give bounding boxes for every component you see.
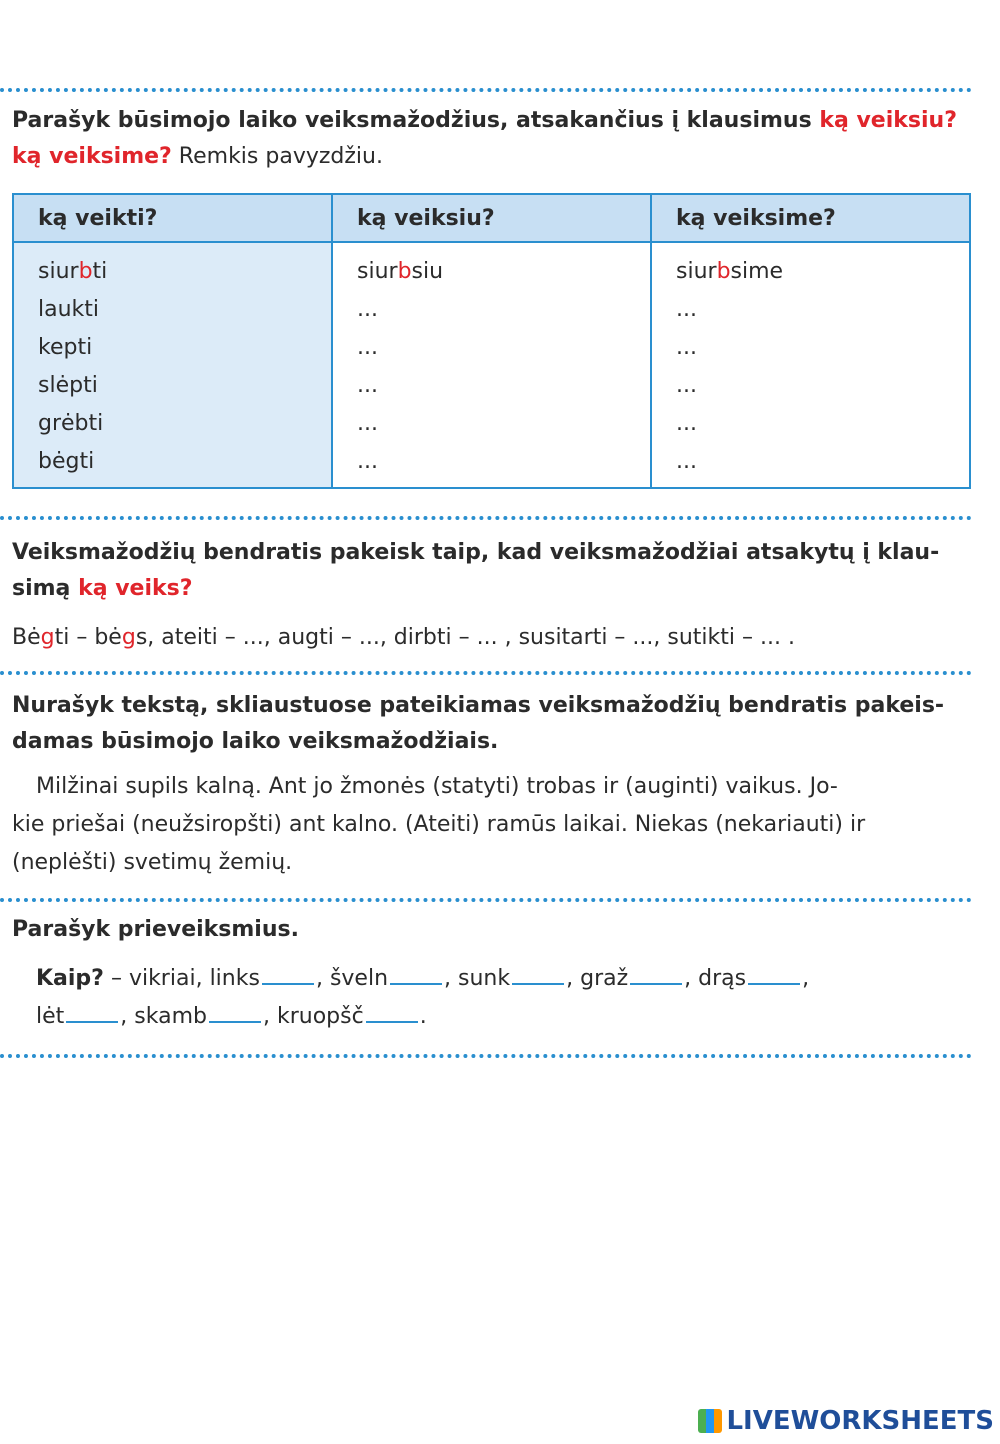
answer-blank[interactable]: ...: [357, 411, 378, 436]
table-header: ką veiksime?: [651, 194, 970, 242]
table-cell: grėbti: [38, 411, 104, 436]
exercise4-instruction: Parašyk prieveiksmius.: [12, 917, 299, 942]
adverb-stem: drąs: [698, 966, 747, 991]
divider: [0, 88, 972, 92]
exercise1-instruction: [12, 103, 977, 175]
answer-blank[interactable]: [630, 969, 682, 985]
answer-blank[interactable]: ...: [676, 297, 697, 322]
exercise2-tasks[interactable]: ateiti – ..., augti – ..., dirbti – ... , susitarti – ..., sutikti – ... .: [154, 625, 795, 650]
adverb-stem: links: [209, 966, 260, 991]
exercise3-instruction-line2: damas būsimojo laiko veiksmažodžiais.: [12, 729, 499, 754]
answer-blank[interactable]: ...: [357, 297, 378, 322]
exercise1-instruction-end: Remkis pavyzdžiu.: [171, 144, 383, 169]
question-ka-veiksime: ką veiksime?: [12, 144, 172, 169]
example-verb: siurbsime: [676, 259, 784, 284]
table-header-row: [13, 194, 970, 242]
question-kaip: Kaip?: [36, 966, 104, 991]
verb-table: [12, 193, 971, 489]
adverb-stem: lėt: [36, 1004, 65, 1029]
answer-blank[interactable]: ...: [676, 373, 697, 398]
exercise2-instruction: [12, 535, 977, 607]
table-header: ką veiksiu?: [332, 194, 651, 242]
divider: [0, 1054, 972, 1058]
answer-blank[interactable]: ...: [357, 335, 378, 360]
future-singular-column: [332, 242, 651, 488]
table-cell: kepti: [38, 335, 93, 360]
table-cell: laukti: [38, 297, 100, 322]
answer-blank[interactable]: [748, 969, 800, 985]
exercise3-instruction: [12, 688, 977, 760]
divider: [0, 516, 972, 520]
exercise2-examples: Bėgti – bėgs, ateiti – ..., augti – ..., dirbti – ... , susitarti – ..., sutikti – ... .: [12, 625, 795, 650]
adverb-stem: skamb: [134, 1004, 207, 1029]
table-cell: bėgti: [38, 449, 95, 474]
text-line: (neplėšti) svetimų žemių.: [12, 850, 293, 875]
brand-name: LIVEWORKSHEETS: [726, 1406, 994, 1436]
table-header: ką veikti?: [13, 194, 332, 242]
table-body-row: [13, 242, 970, 488]
answer-blank[interactable]: ...: [676, 411, 697, 436]
answer-blank[interactable]: [66, 1007, 118, 1023]
infinitive-column: [13, 242, 332, 488]
logo-icon: [698, 1409, 722, 1433]
divider: [0, 671, 972, 675]
answer-blank[interactable]: ...: [357, 449, 378, 474]
question-ka-veiksiu: ką veiksiu?: [819, 108, 957, 133]
answer-blank[interactable]: [390, 969, 442, 985]
exercise1-instruction-start: Parašyk būsimojo laiko veiksmažodžius, atsakančius į klausimus: [12, 108, 820, 133]
adverb-stem: šveln: [329, 966, 389, 991]
exercise4-line2: lėt , skamb , kruopšč .: [36, 1004, 427, 1029]
answer-blank[interactable]: [209, 1007, 261, 1023]
adverb-stem: sunk: [458, 966, 511, 991]
liveworksheets-logo[interactable]: [698, 1406, 994, 1436]
answer-blank[interactable]: [512, 969, 564, 985]
question-ka-veiks: ką veiks?: [78, 576, 193, 601]
exercise3-instruction-line1: Nurašyk tekstą, skliaustuose pateikiamas veiksmažodžių bendratis pakeis-: [12, 693, 945, 718]
text-line: kie priešai (neužsiropšti) ant kalno. (Ateiti) ramūs laikai. Niekas (nekariauti) ir: [12, 812, 866, 837]
example-verb: siurbsiu: [357, 259, 444, 284]
table-cell: slėpti: [38, 373, 98, 398]
exercise4-line1: Kaip? – vikriai, links , šveln , sunk , graž , drąs ,: [36, 966, 810, 991]
adverb-stem: graž: [580, 966, 629, 991]
adverb-stem: kruopšč: [276, 1004, 364, 1029]
text-line: Milžinai supils kalną. Ant jo žmonės (statyti) trobas ir (auginti) vaikus. Jo-: [36, 774, 838, 799]
exercise3-text: [12, 768, 977, 882]
answer-blank[interactable]: [262, 969, 314, 985]
exercise2-instruction-line1: Veiksmažodžių bendratis pakeisk taip, kad veiksmažodžiai atsakytų į klau-: [12, 540, 940, 565]
divider: [0, 898, 972, 902]
future-plural-column: [651, 242, 970, 488]
answer-blank[interactable]: ...: [676, 335, 697, 360]
answer-blank[interactable]: ...: [357, 373, 378, 398]
exercise2-instruction-line2: simą: [12, 576, 79, 601]
example-verb: siurbti: [38, 259, 108, 284]
answer-blank[interactable]: ...: [676, 449, 697, 474]
answer-blank[interactable]: [366, 1007, 418, 1023]
